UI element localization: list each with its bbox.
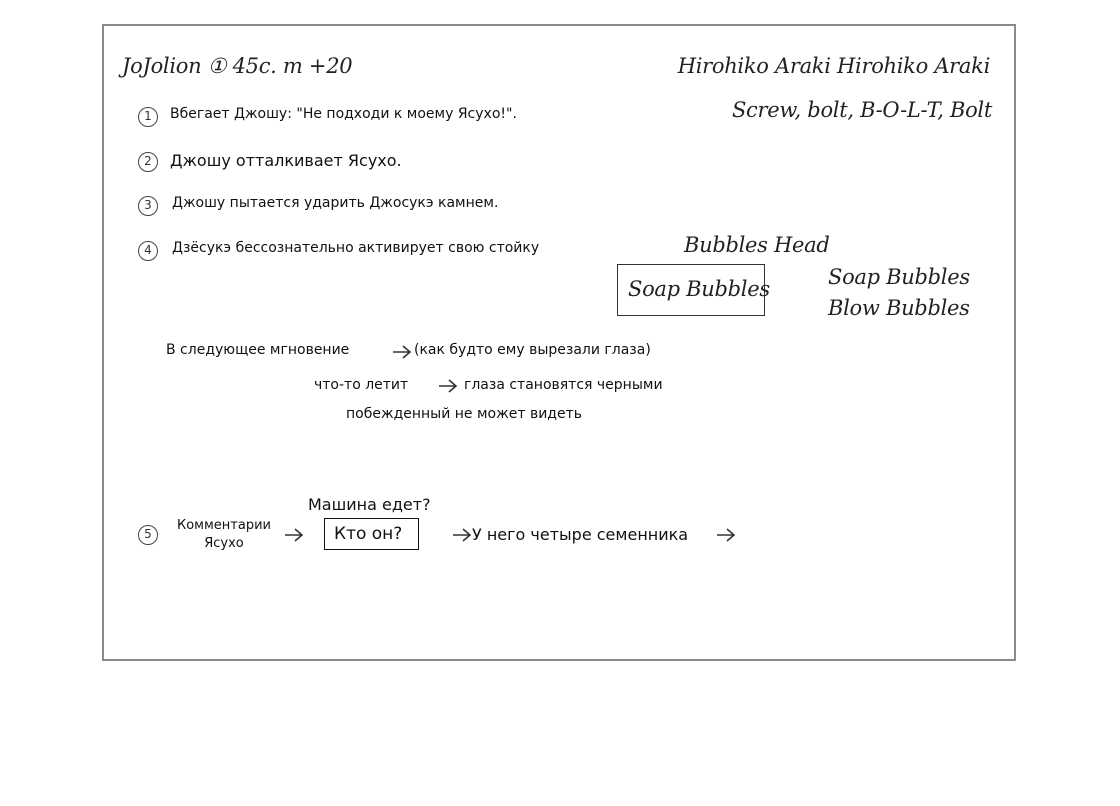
header-left: JoJolion ① 45c. m +20 [122,54,353,78]
four-text: У него четыре семенника [472,525,689,544]
comment-label-line-2: Ясухо [204,536,244,551]
header-right-notes: Screw, bolt, B-O-L-T, Bolt [731,98,992,122]
item-number-1: 1 [138,107,158,127]
item-text-1: Вбегает Джошу: "Не подходи к моему Ясухо!". [170,106,517,122]
stand-head-label: Bubbles Head [684,233,830,257]
arrow-right-icon [452,528,472,542]
document-sheet [102,24,1016,661]
header-right-author: Hirohiko Araki Hirohiko Araki [677,54,990,78]
defeated-text: побежденный не может видеть [346,406,583,422]
item-number-5: 5 [138,525,158,545]
who-box [324,518,419,550]
comment-label-line-1: Комментарии [177,518,271,533]
arrow-right-icon [438,379,458,393]
stand-name-text: Soap Bubbles [628,277,770,301]
item-number-3: 3 [138,196,158,216]
item-number-4: 4 [138,241,158,261]
next-moment-text: В следующее мгновение [166,342,350,358]
comment-label [166,517,282,553]
arrow-right-icon [716,528,736,542]
as-if-text: (как будто ему вырезали глаза) [414,342,651,358]
stand-alt-name-2: Blow Bubbles [828,296,970,320]
item-text-3: Джошу пытается ударить Джосукэ камнем. [172,195,499,211]
item-text-4: Дзёсукэ бессознательно активирует свою стойку [172,240,540,256]
flying-text: что-то летит [314,377,409,393]
car-question-text: Машина едет? [308,495,431,514]
stand-alt-name-1: Soap Bubbles [828,265,970,289]
arrow-right-icon [284,528,304,542]
eyes-black-text: глаза становятся черными [464,377,663,393]
arrow-right-icon [392,345,412,359]
stand-name-box [617,264,770,316]
item-text-2: Джошу отталкивает Ясухо. [170,151,402,170]
item-number-2: 2 [138,152,158,172]
who-text: Кто он? [334,524,403,544]
